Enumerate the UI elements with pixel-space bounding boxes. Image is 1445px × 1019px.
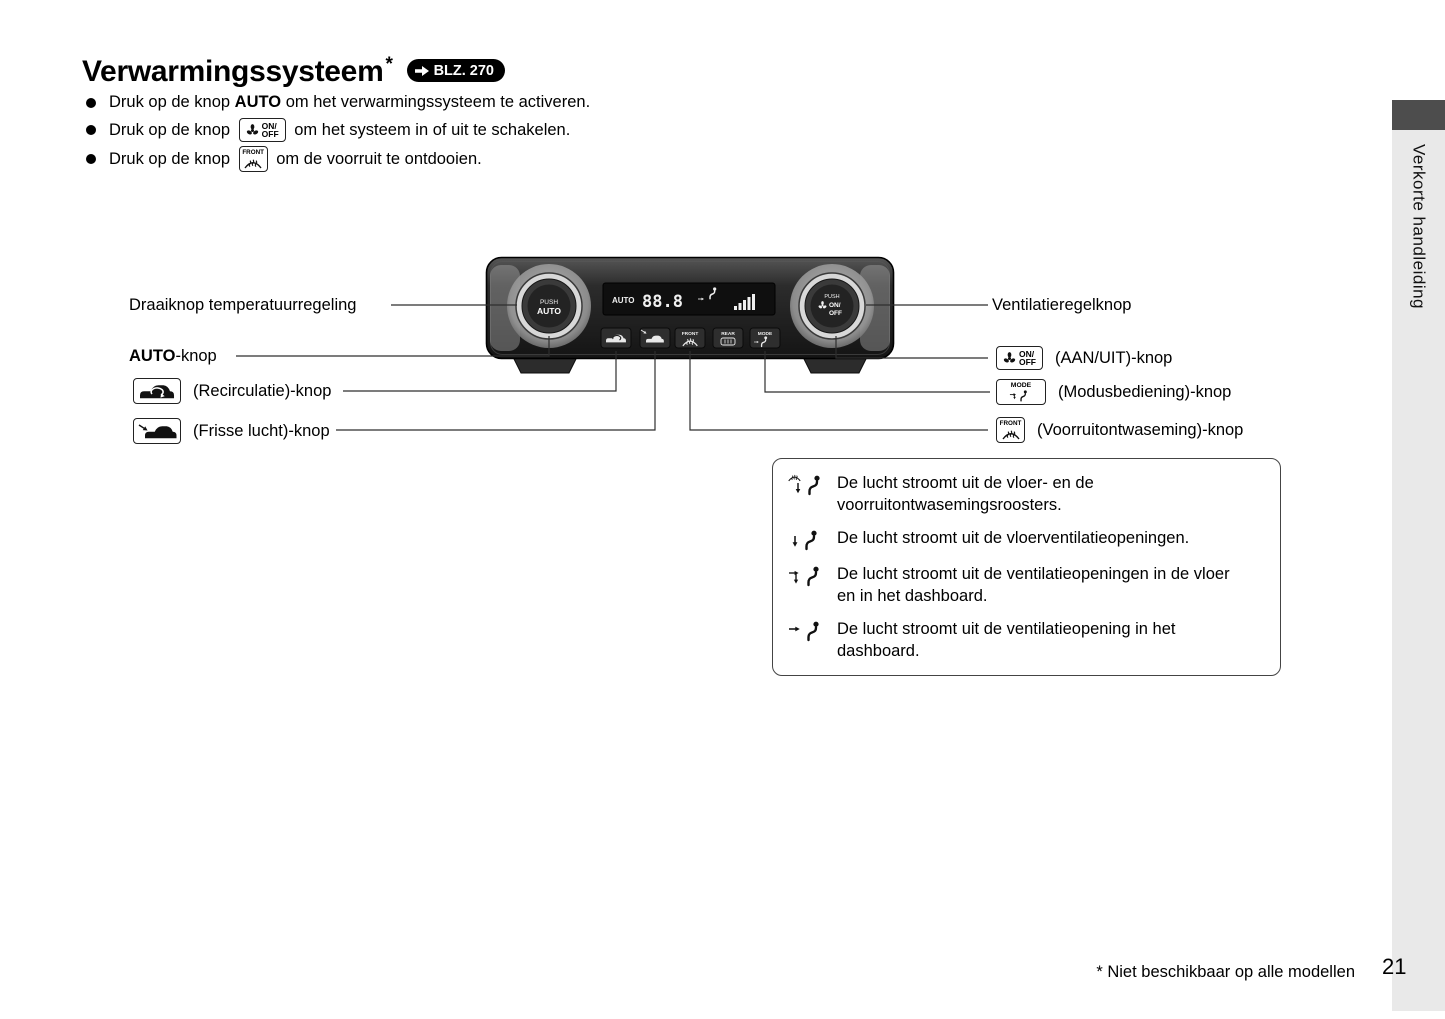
panel-mount-tab — [803, 357, 867, 373]
windshield-defrost-icon — [244, 157, 262, 169]
list-item: Druk op de knop ON/ OFF om het systeem in of uit te schakelen. — [86, 118, 590, 142]
arrow-icon — [415, 66, 429, 76]
auto-keyword: AUTO — [234, 93, 282, 111]
bullet-icon — [86, 154, 96, 164]
fan-knob — [799, 273, 865, 339]
front-defrost-icon: FRONT — [996, 417, 1025, 443]
title-asterisk: * — [385, 54, 393, 75]
bullet-icon — [86, 125, 96, 135]
svg-text:AUTO: AUTO — [612, 296, 635, 305]
label-row-fresh-air: (Frisse lucht)-knop — [129, 418, 330, 444]
svg-text:REAR: REAR — [721, 332, 735, 337]
svg-text:FRONT: FRONT — [681, 332, 699, 337]
bullet-icon — [86, 98, 96, 108]
section-sidebar — [1392, 100, 1445, 1011]
label-row-mode: MODE (Modusbediening)-knop — [992, 379, 1231, 405]
list-item: De lucht stroomt uit de ventilatieopening in het dashboard. — [787, 618, 1266, 662]
label-row-front-defrost: FRONT (Voorruitontwaseming)-knop — [992, 417, 1243, 443]
panel-mount-tab — [513, 357, 577, 373]
list-item: De lucht stroomt uit de ventilatieopeningen in de vloer en in het dashboard. — [787, 563, 1266, 607]
defrost-floor-airflow-icon — [787, 473, 823, 497]
page-header — [82, 48, 505, 89]
svg-text:AUTO: AUTO — [537, 306, 561, 316]
mode-icon: MODE — [996, 379, 1046, 405]
list-item: De lucht stroomt uit de vloer- en de voorruitontwasemingsroosters. — [787, 472, 1266, 516]
label-temperature-knob: Draaiknop temperatuurregeling — [129, 296, 357, 314]
climate-panel-illustration — [485, 256, 895, 385]
windshield-defrost-icon — [1002, 428, 1020, 440]
list-item: Druk op de knop AUTO om het verwarmingssysteem te activeren. — [86, 91, 590, 114]
page-ref-badge[interactable] — [407, 59, 505, 82]
label-row-onoff: ON/ OFF (AAN/UIT)-knop — [992, 346, 1172, 370]
fan-icon — [1003, 352, 1016, 365]
floor-dash-airflow-icon — [787, 564, 823, 588]
list-item: Druk op de knop FRONT om de voorruit te ontdooien. — [86, 146, 590, 172]
svg-text:OFF: OFF — [829, 310, 842, 317]
front-defrost-button — [675, 328, 705, 348]
list-item: De lucht stroomt uit de vloerventilatieopeningen. — [787, 527, 1266, 552]
fan-onoff-icon: ON/ OFF — [996, 346, 1043, 370]
section-title: Verkorte handleiding — [1409, 144, 1429, 310]
svg-text:MODE: MODE — [757, 332, 773, 337]
page-ref-text: BLZ. 270 — [433, 62, 494, 79]
front-defrost-icon: FRONT — [239, 146, 268, 172]
svg-text:ON/: ON/ — [829, 302, 841, 309]
dash-airflow-icon — [787, 619, 823, 643]
panel-display — [603, 283, 775, 315]
svg-text:88.8: 88.8 — [642, 292, 683, 312]
fan-icon — [246, 124, 259, 137]
svg-text:PUSH: PUSH — [539, 299, 559, 306]
page-number: 21 — [1382, 954, 1407, 979]
section-tab — [1392, 100, 1445, 130]
label-auto-button: AUTO-knop — [129, 347, 217, 365]
temperature-knob — [516, 273, 582, 339]
svg-text:PUSH: PUSH — [824, 294, 840, 300]
panel-buttons — [601, 328, 780, 348]
fresh-air-icon — [133, 418, 181, 444]
page-title: Verwarmingssysteem * — [82, 54, 393, 88]
instruction-list — [86, 91, 590, 176]
floor-airflow-icon — [787, 528, 823, 552]
fan-onoff-icon: ON/ OFF — [239, 118, 286, 142]
recirculation-icon — [133, 378, 181, 404]
label-fan-knob: Ventilatieregelknop — [992, 296, 1132, 314]
airflow-info-box — [772, 458, 1281, 676]
footnote: * Niet beschikbaar op alle modellen — [1096, 963, 1355, 981]
label-row-recirculation: (Recirculatie)-knop — [129, 378, 331, 404]
